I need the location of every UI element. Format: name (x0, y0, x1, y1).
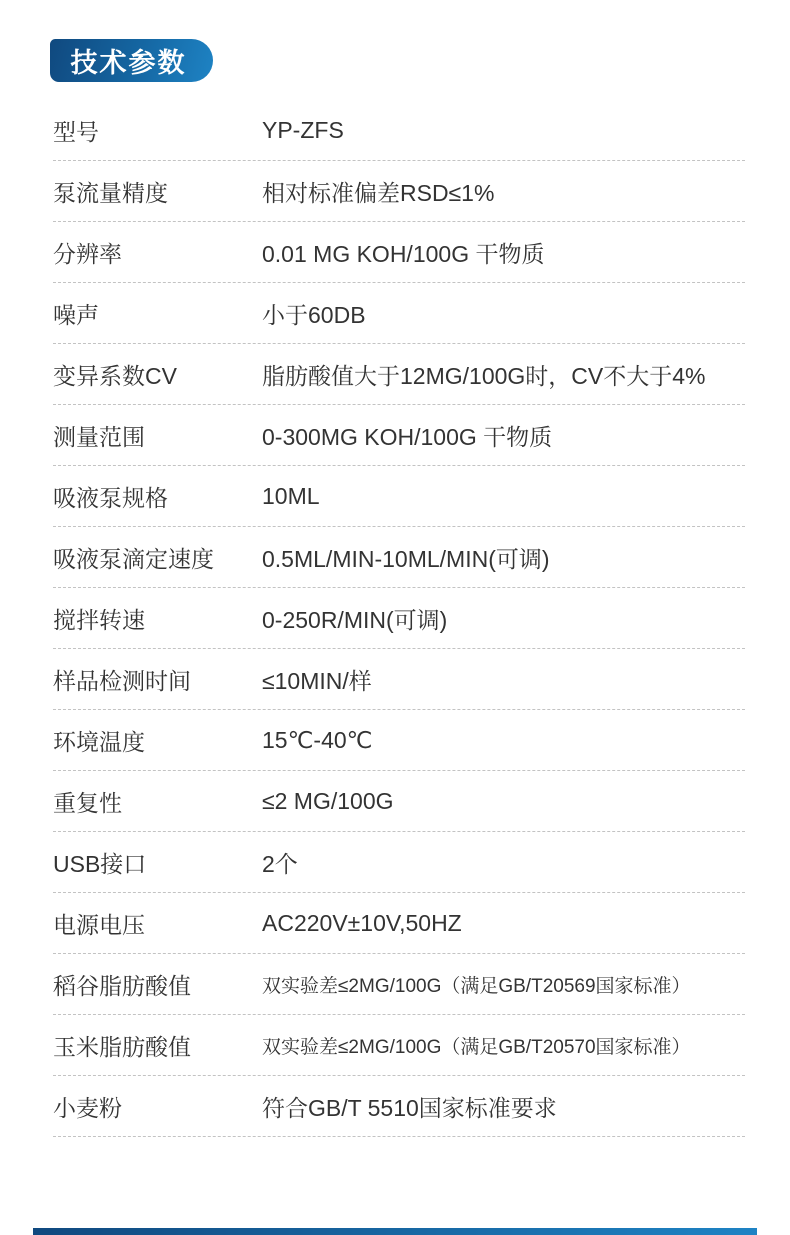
spec-label: 噪声 (53, 301, 99, 328)
spec-label: 样品检测时间 (53, 667, 191, 694)
spec-value: 15℃-40℃ (262, 726, 373, 753)
spec-row (53, 893, 745, 954)
spec-row (53, 649, 745, 710)
spec-label: 吸液泵滴定速度 (53, 545, 214, 572)
spec-row (53, 954, 745, 1015)
spec-row (53, 344, 745, 405)
spec-label: 小麦粉 (53, 1094, 122, 1121)
spec-value: 双实验差≤2MG/100G（满足GB/T20569国家标准） (262, 975, 691, 997)
spec-value: 脂肪酸值大于12MG/100G时，CV不大于4% (262, 362, 706, 389)
spec-label: 分辨率 (53, 240, 122, 267)
spec-row (53, 100, 745, 161)
spec-value: 0.5ML/MIN-10ML/MIN(可调) (262, 545, 550, 572)
spec-row (53, 466, 745, 527)
spec-row (53, 1076, 745, 1137)
spec-row (53, 283, 745, 344)
spec-value: 10ML (262, 482, 320, 509)
spec-value: 2个 (262, 850, 298, 877)
spec-label: 环境温度 (53, 728, 145, 755)
spec-value: 符合GB/T 5510国家标准要求 (262, 1094, 557, 1121)
spec-label: 变异系数CV (53, 362, 177, 389)
spec-row (53, 771, 745, 832)
spec-label: USB接口 (53, 850, 147, 877)
spec-value: 0-250R/MIN(可调) (262, 606, 448, 633)
spec-value: YP-ZFS (262, 116, 344, 143)
spec-row (53, 832, 745, 893)
spec-table (53, 100, 745, 1137)
section-title: 技术参数 (70, 48, 187, 78)
spec-label: 泵流量精度 (53, 179, 168, 206)
spec-label: 重复性 (53, 789, 122, 816)
spec-value: 双实验差≤2MG/100G（满足GB/T20570国家标准） (262, 1036, 691, 1058)
spec-row (53, 161, 745, 222)
spec-label: 电源电压 (53, 911, 145, 938)
spec-label: 玉米脂肪酸值 (53, 1033, 191, 1060)
spec-label: 稻谷脂肪酸值 (53, 972, 191, 999)
spec-row (53, 1015, 745, 1076)
spec-row (53, 222, 745, 283)
spec-value: ≤2 MG/100G (262, 787, 394, 814)
spec-row (53, 588, 745, 649)
spec-row (53, 710, 745, 771)
spec-value: 0.01 MG KOH/100G 干物质 (262, 240, 545, 267)
spec-label: 型号 (53, 118, 99, 145)
spec-value: ≤10MIN/样 (262, 667, 372, 694)
spec-value: 小于60DB (262, 301, 366, 328)
spec-value: AC220V±10V,50HZ (262, 909, 462, 936)
spec-value: 相对标准偏差RSD≤1% (262, 179, 495, 206)
spec-row (53, 527, 745, 588)
spec-value: 0-300MG KOH/100G 干物质 (262, 423, 553, 450)
spec-label: 测量范围 (53, 423, 145, 450)
section-title-badge (50, 39, 213, 82)
spec-label: 搅拌转速 (53, 606, 145, 633)
bottom-accent-bar (33, 1228, 757, 1235)
spec-row (53, 405, 745, 466)
spec-label: 吸液泵规格 (53, 484, 168, 511)
